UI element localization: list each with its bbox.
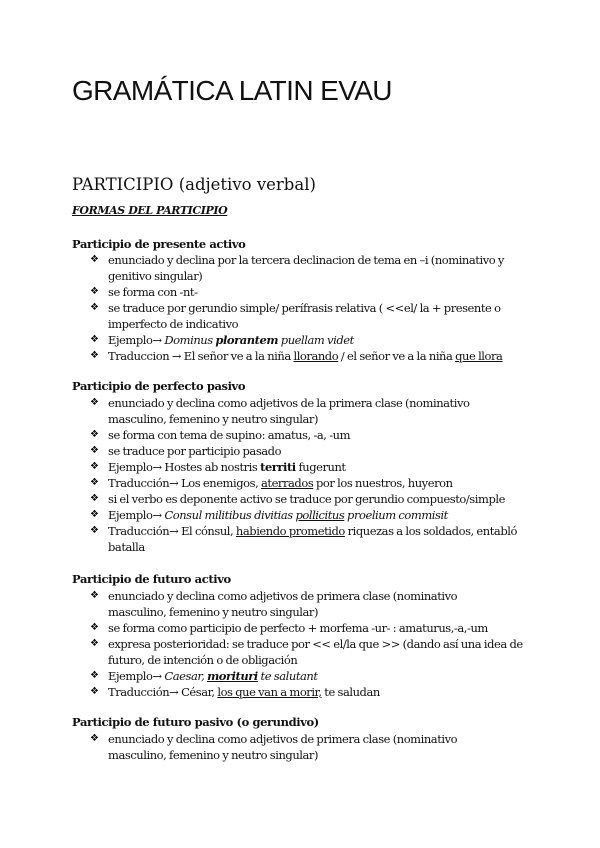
heading-present-participle: Participio de presente activo	[72, 237, 246, 251]
diamond-bullet-icon: ❖	[90, 686, 99, 697]
list-item: ❖ Traduccion → El señor ve a la niña llorando / el señor ve a la niña que llora	[90, 349, 503, 363]
heading-perfect-participle: Participio de perfecto pasivo	[72, 379, 246, 393]
diamond-bullet-icon: ❖	[90, 286, 99, 297]
list-item: ❖ enunciado y declina por la tercera declinacion de tema en –i (nominativo y genitivo singular)	[90, 253, 504, 283]
list-item: ❖ enunciado y declina como adjetivos de primera clase (nominativo masculino, femenino y neutro singular)	[90, 589, 458, 619]
diamond-bullet-icon: ❖	[90, 254, 99, 265]
diamond-bullet-icon: ❖	[90, 638, 99, 649]
list-future-passive-participle	[90, 731, 528, 763]
diamond-bullet-icon: ❖	[90, 429, 99, 440]
diamond-bullet-icon: ❖	[90, 493, 99, 504]
list-item: ❖ Ejemplo→ Hostes ab nostris territi fugerunt	[90, 460, 346, 474]
diamond-bullet-icon: ❖	[90, 590, 99, 601]
list-item: ❖ se forma con -nt-	[90, 285, 198, 299]
list-item: ❖ se traduce por gerundio simple/ perífrasis relativa ( <<el/ la + presente o imperfecto de indicativo	[90, 301, 501, 331]
list-item: ❖ si el verbo es deponente activo se traduce por gerundio compuesto/simple	[90, 492, 505, 506]
document-title: GRAMÁTICA LATIN EVAU	[72, 75, 392, 106]
list-item: ❖ se forma como participio de perfecto + morfema -ur- : amaturus,-a,-um	[90, 621, 488, 635]
list-perfect-participle	[90, 395, 528, 555]
diamond-bullet-icon: ❖	[90, 670, 99, 681]
list-item: ❖ Ejemplo→ Caesar, morituri te salutant	[90, 669, 318, 683]
heading-future-passive-participle: Participio de futuro pasivo (o gerundivo)	[72, 715, 319, 729]
diamond-bullet-icon: ❖	[90, 509, 99, 520]
diamond-bullet-icon: ❖	[90, 622, 99, 633]
section-title: PARTICIPIO (adjetivo verbal)	[72, 175, 316, 194]
list-item: ❖ Traducción→ Los enemigos, aterrados por los nuestros, huyeron	[90, 476, 453, 490]
heading-future-active-participle: Participio de futuro activo	[72, 572, 231, 586]
diamond-bullet-icon: ❖	[90, 334, 99, 345]
list-item: ❖ Traducción→ César, los que van a morir, te saludan	[90, 685, 380, 699]
diamond-bullet-icon: ❖	[90, 733, 99, 744]
list-future-active-participle	[90, 588, 528, 700]
list-item: ❖ Ejemplo→ Consul militibus divitias pollicitus proelium commisit	[90, 508, 448, 522]
diamond-bullet-icon: ❖	[90, 397, 99, 408]
list-present-participle	[90, 252, 528, 364]
diamond-bullet-icon: ❖	[90, 445, 99, 456]
forms-heading: FORMAS DEL PARTICIPIO	[72, 204, 228, 217]
diamond-bullet-icon: ❖	[90, 302, 99, 313]
list-item: ❖ Ejemplo→ Dominus plorantem puellam videt	[90, 333, 354, 347]
diamond-bullet-icon: ❖	[90, 350, 99, 361]
list-item: ❖ se traduce por participio pasado	[90, 444, 282, 458]
list-item: ❖ enunciado y declina como adjetivos de primera clase (nominativo masculino, femenino y neutro singular)	[90, 732, 458, 762]
diamond-bullet-icon: ❖	[90, 461, 99, 472]
list-item: ❖ se forma con tema de supino: amatus, -a, -um	[90, 428, 351, 442]
list-item: ❖ expresa posterioridad: se traduce por << el/la que >> (dando así una idea de futuro, de intención o de obligación	[90, 637, 523, 667]
diamond-bullet-icon: ❖	[90, 525, 99, 536]
list-item: ❖ enunciado y declina como adjetivos de la primera clase (nominativo masculino, femenino y neutro singular)	[90, 396, 470, 426]
diamond-bullet-icon: ❖	[90, 477, 99, 488]
list-item: ❖ Traducción→ El cónsul, habiendo prometido riquezas a los soldados, entabló batalla	[90, 524, 517, 554]
